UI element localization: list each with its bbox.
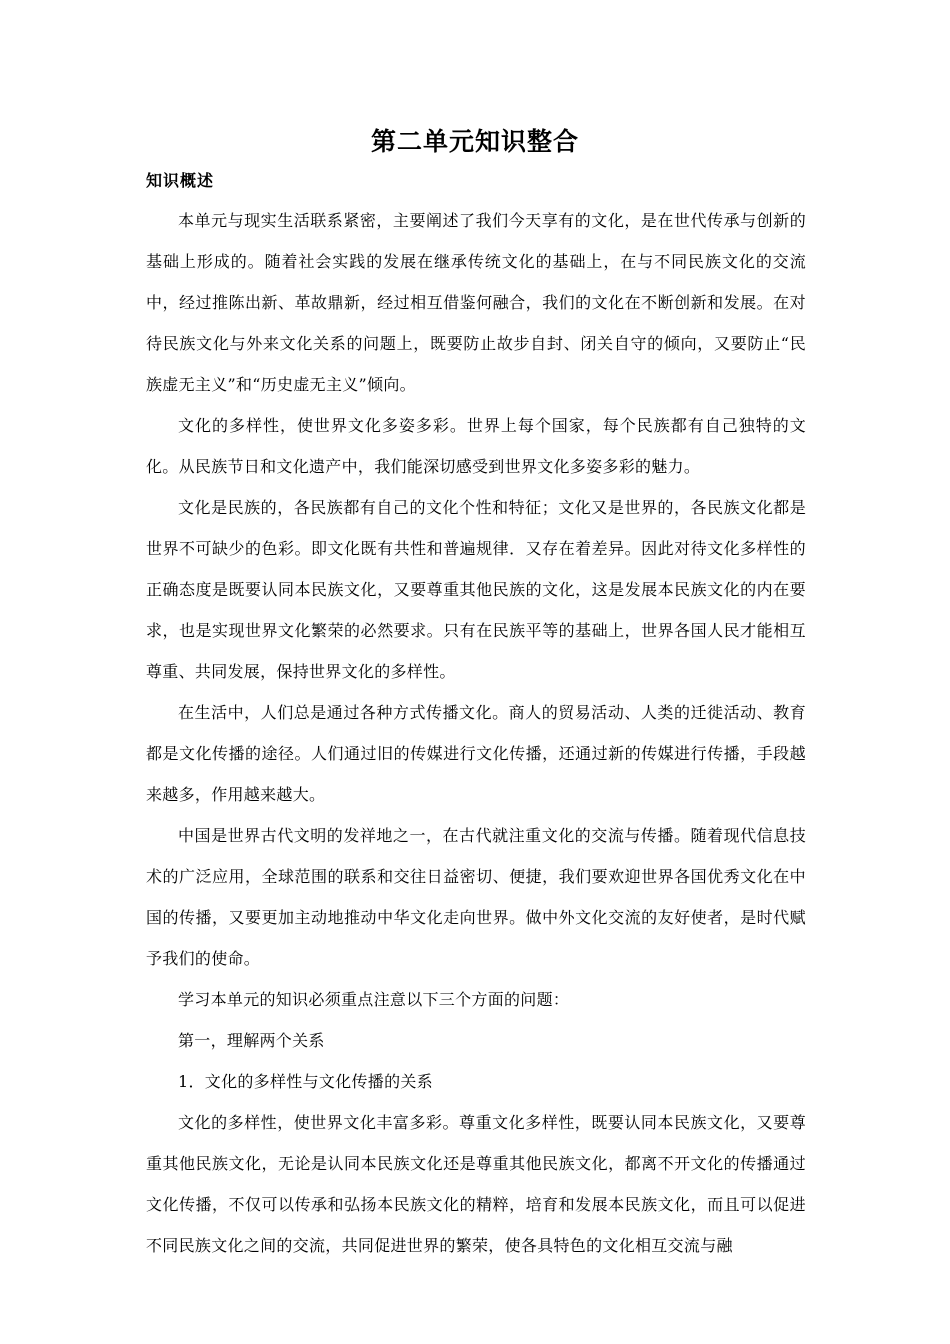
paragraph: 中国是世界古代文明的发祥地之一，在古代就注重文化的交流与传播。随着现代信息技术的广泛应用，全球范围的联系和交往日益密切、便捷，我们要欢迎世界各国优秀文化在中国的传播，又要更加主动地推动中华文化走向世界。做中外文化交流的友好使者，是时代赋予我们的使命。 (146, 826, 806, 968)
document-body (146, 200, 806, 1266)
paragraph: 本单元与现实生活联系紧密，主要阐述了我们今天享有的文化，是在世代传承与创新的基础上形成的。随着社会实践的发展在继承传统文化的基础上，在与不同民族文化的交流中，经过推陈出新、革故鼎新，经过相互借鉴何融合，我们的文化在不断创新和发展。在对待民族文化与外来文化关系的问题上，既要防止故步自封、闭关自守的倾向，又要防止“民族虚无主义”和“历史虚无主义”倾向。 (146, 211, 806, 394)
document-title: 第二单元知识整合 (370, 127, 579, 156)
paragraph: 1．文化的多样性与文化传播的关系 (178, 1072, 433, 1091)
paragraph: 文化的多样性，使世界文化多姿多彩。世界上每个国家，每个民族都有自己独特的文化。从民族节日和文化遗产中，我们能深切感受到世界文化多姿多彩的魅力。 (146, 416, 806, 476)
paragraph: 学习本单元的知识必须重点注意以下三个方面的问题： (178, 990, 570, 1009)
paragraph: 在生活中，人们总是通过各种方式传播文化。商人的贸易活动、人类的迁徙活动、教育都是文化传播的途径。人们通过旧的传媒进行文化传播，还通过新的传媒进行传播，手段越来越多，作用越来越大。 (146, 703, 806, 804)
paragraph: 第一，理解两个关系 (178, 1031, 325, 1050)
paragraph: 文化是民族的，各民族都有自己的文化个性和特征；文化又是世界的，各民族文化都是世界不可缺少的色彩。即文化既有共性和普遍规律．又存在着差异。因此对待文化多样性的正确态度是既要认同本民族文化，又要尊重其他民族的文化，这是发展本民族文化的内在要求，也是实现世界文化繁荣的必然要求。只有在民族平等的基础上，世界各国人民才能相互尊重、共同发展，保持世界文化的多样性。 (146, 498, 806, 681)
section-heading: 知识概述 (146, 171, 215, 190)
paragraph: 文化的多样性，使世界文化丰富多彩。尊重文化多样性，既要认同本民族文化，又要尊重其他民族文化，无论是认同本民族文化还是尊重其他民族文化，都离不开文化的传播通过文化传播，不仅可以传承和弘扬本民族文化的精粹，培育和发展本民族文化，而且可以促进不同民族文化之间的交流，共同促进世界的繁荣，使各具特色的文化相互交流与融 (146, 1113, 806, 1255)
